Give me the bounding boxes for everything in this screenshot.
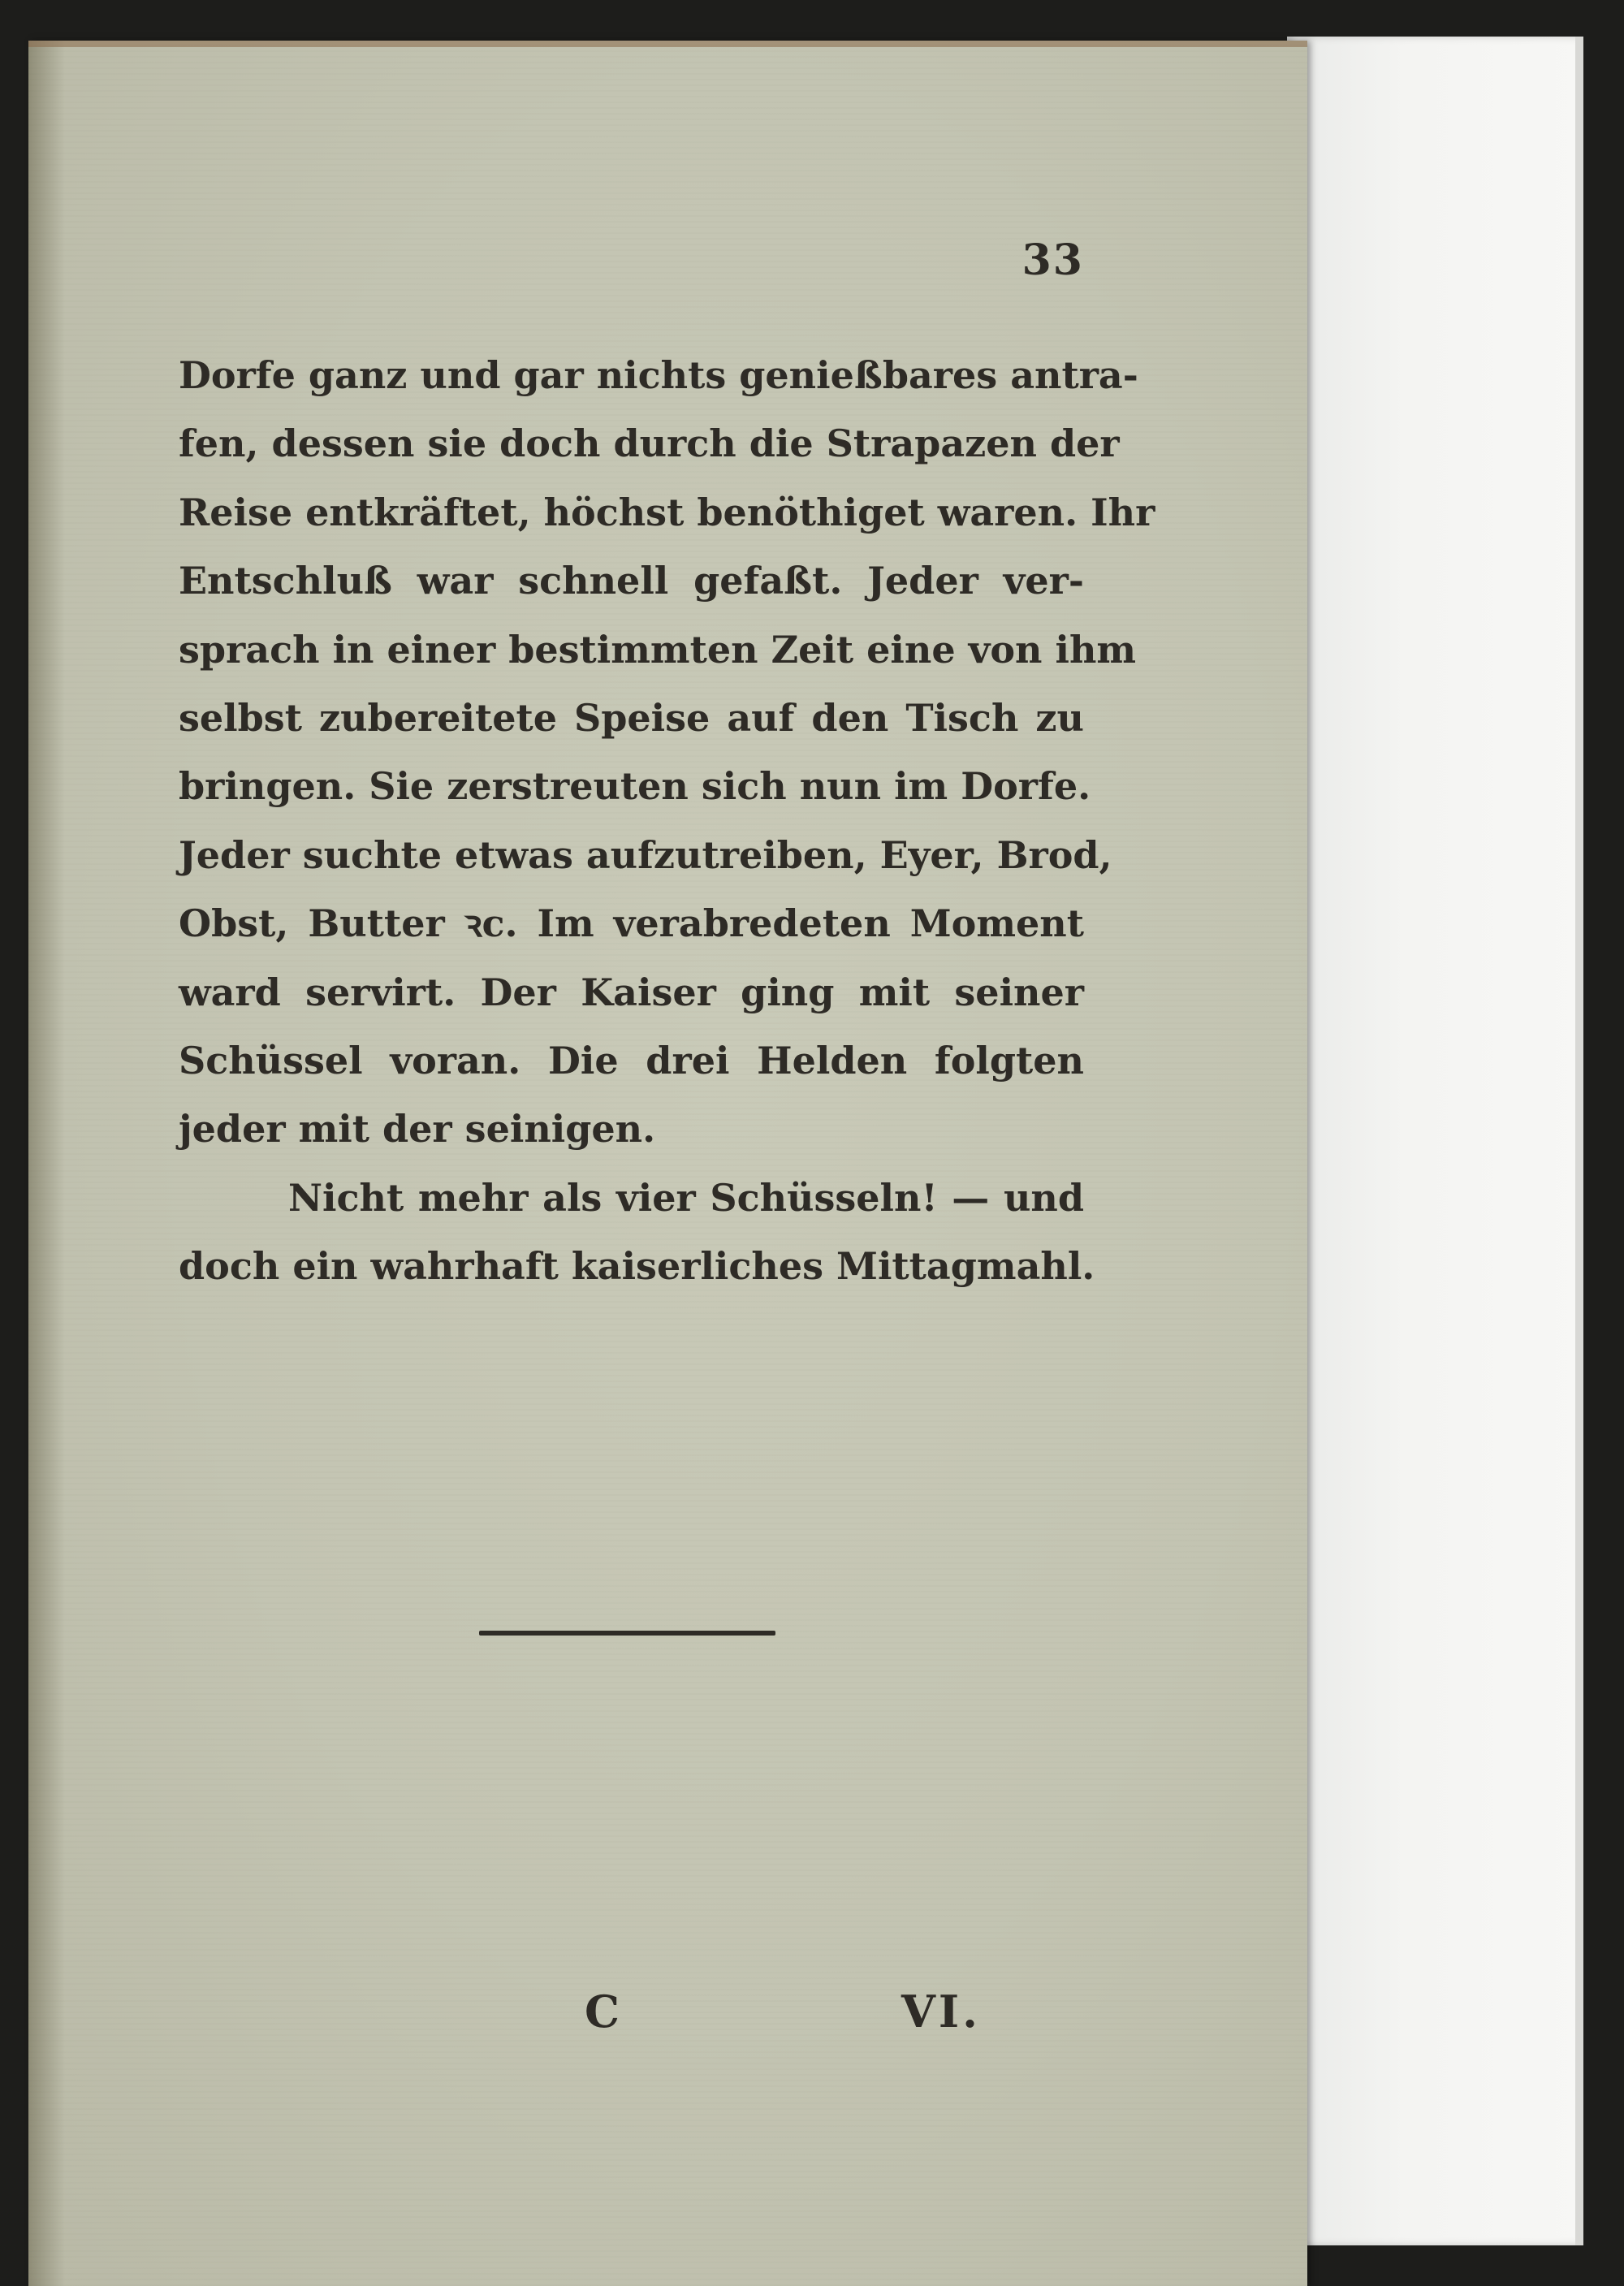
text-line: bringen. Sie zerstreuten sich nun im Dorfe. bbox=[179, 764, 1091, 809]
text-line: sprach in einer bestimmten Zeit eine von ihm bbox=[179, 627, 1137, 672]
page-top-edge bbox=[28, 41, 1307, 47]
text-line: Entschluß war schnell gefaßt. Jeder ver- bbox=[179, 559, 1084, 603]
text-line: fen, dessen sie doch durch die Strapazen der bbox=[179, 421, 1120, 466]
section-end-rule bbox=[479, 1631, 775, 1636]
catchword: VI. bbox=[901, 1986, 981, 2038]
text-line: Jeder suchte etwas aufzutreiben, Eyer, Brod, bbox=[179, 832, 1112, 877]
text-line: ward servirt. Der Kaiser ging mit seiner bbox=[179, 970, 1084, 1014]
text-line: Schüssel voran. Die drei Helden folgten bbox=[179, 1038, 1084, 1083]
text-line: selbst zubereitete Speise auf den Tisch zu bbox=[179, 695, 1084, 740]
text-line: Nicht mehr als vier Schüsseln! — und bbox=[288, 1175, 1084, 1220]
text-line: Reise entkräftet, höchst benöthiget waren. Ihr bbox=[179, 490, 1155, 534]
signature-mark: C bbox=[585, 1986, 620, 2038]
page-gutter-shadow bbox=[28, 41, 65, 2286]
guard-sheet-edge bbox=[1575, 37, 1583, 2245]
text-line: Dorfe ganz und gar nichts genießbares antra- bbox=[179, 353, 1138, 397]
body-text bbox=[179, 341, 1155, 1300]
text-line: doch ein wahrhaft kaiserliches Mittagmahl. bbox=[179, 1244, 1095, 1289]
text-line: Obst, Butter ꝛc. Im verabredeten Moment bbox=[179, 901, 1084, 946]
book-page bbox=[28, 41, 1307, 2286]
page-number: 33 bbox=[1021, 236, 1084, 285]
text-line: jeder mit der seinigen. bbox=[179, 1107, 656, 1152]
guard-sheet bbox=[1287, 37, 1583, 2245]
